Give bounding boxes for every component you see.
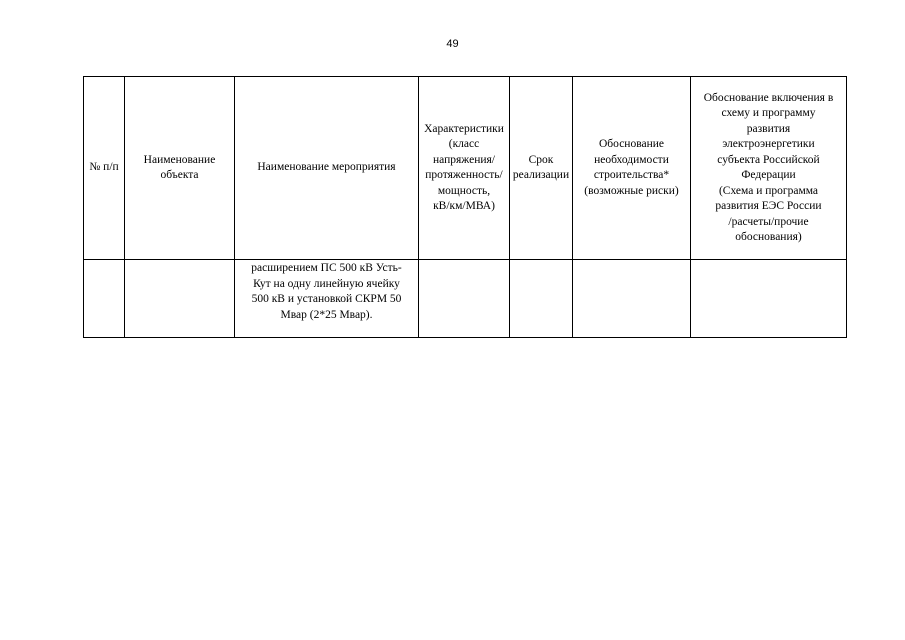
table-cell (573, 260, 691, 338)
investment-table (83, 76, 847, 338)
header-number: № п/п (84, 77, 125, 260)
table-cell (510, 260, 573, 338)
table-cell (691, 260, 847, 338)
page-number: 49 (446, 38, 459, 50)
header-inclusion-justification: Обоснование включения в схему и программу развития электроэнергетики субъекта Российской Федерации (Схема и программа развития ЕЭС России /расчеты/прочие обоснования) (691, 77, 847, 260)
header-object-name: Наименование объекта (125, 77, 235, 260)
table-cell (84, 260, 125, 338)
header-implementation-period: Срок реализации (510, 77, 573, 260)
header-construction-justification: Обоснование необходимости строительства* (возможные риски) (573, 77, 691, 260)
table-row (84, 260, 847, 338)
header-measure-name: Наименование мероприятия (235, 77, 419, 260)
table-cell (125, 260, 235, 338)
table-header-row (84, 77, 847, 260)
table-cell (419, 260, 510, 338)
table-cell: расширением ПС 500 кВ Усть- Кут на одну линейную ячейку 500 кВ и установкой СКРМ 50 Мвар (2*25 Мвар). (235, 260, 419, 338)
header-characteristics: Характеристики (класс напряжения/ протяженность/ мощность, кВ/км/МВА) (419, 77, 510, 260)
